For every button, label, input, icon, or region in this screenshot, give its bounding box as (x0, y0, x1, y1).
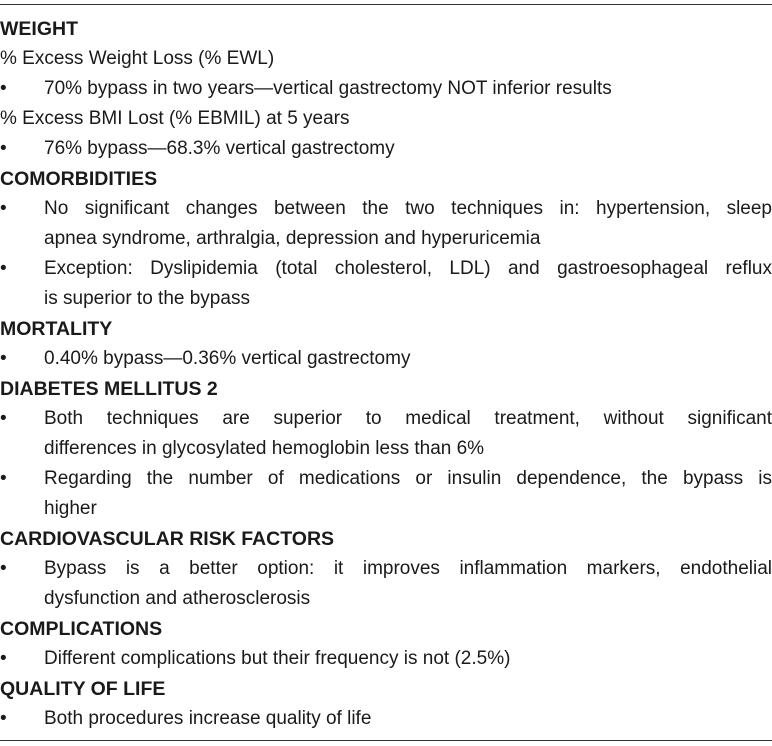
bullet-marker: • (0, 648, 7, 669)
bullet-marker: • (0, 138, 7, 159)
bullet-text: Exception: Dyslipidemia (total cholesterol, LDL) and gastroesophageal reflux (44, 258, 772, 279)
bullet-item (0, 344, 772, 374)
bullet-text: 70% bypass in two years—vertical gastrectomy NOT inferior results (44, 78, 612, 99)
bullet-marker: • (0, 408, 7, 429)
section-heading: WEIGHT (0, 18, 78, 40)
section-heading: QUALITY OF LIFE (0, 678, 166, 700)
bullet-marker: • (0, 348, 7, 369)
section-heading: COMPLICATIONS (0, 618, 163, 640)
bullet-item (0, 464, 772, 524)
bullet-item (0, 134, 772, 164)
section-heading: DIABETES MELLITUS 2 (0, 378, 218, 400)
bullet-marker: • (0, 258, 7, 279)
section-heading: COMORBIDITIES (0, 168, 158, 190)
bullet-text: higher (44, 498, 97, 519)
bullet-text: 76% bypass—68.3% vertical gastrectomy (44, 138, 395, 159)
bullet-marker: • (0, 468, 7, 489)
bullet-text: Both procedures increase quality of life (44, 708, 372, 729)
bullet-text: differences in glycosylated hemoglobin less than 6% (44, 438, 485, 459)
bullet-text: Both techniques are superior to medical treatment, without significant (44, 408, 772, 429)
bullet-item (0, 404, 772, 464)
bullet-item (0, 704, 772, 734)
bullet-text: No significant changes between the two techniques in: hypertension, sleep (44, 198, 772, 219)
bullet-text: Regarding the number of medications or insulin dependence, the bypass is (44, 468, 772, 489)
bullet-item (0, 74, 772, 104)
row-label: % Excess Weight Loss (% EWL) (0, 48, 275, 69)
top-rule (0, 4, 772, 5)
bullet-text: is superior to the bypass (44, 288, 250, 309)
bullet-marker: • (0, 708, 7, 729)
bullet-item (0, 644, 772, 674)
bullet-text: dysfunction and atherosclerosis (44, 588, 311, 609)
bullet-item (0, 554, 772, 614)
bottom-rule (0, 740, 772, 741)
bullet-item (0, 254, 772, 314)
bullet-marker: • (0, 558, 7, 579)
section-heading: MORTALITY (0, 318, 113, 340)
bullet-text: Bypass is a better option: it improves inflammation markers, endothelial (44, 558, 772, 579)
bullet-marker: • (0, 78, 7, 99)
section-heading: CARDIOVASCULAR RISK FACTORS (0, 528, 335, 550)
bullet-text: 0.40% bypass—0.36% vertical gastrectomy (44, 348, 411, 369)
bullet-text: Different complications but their frequency is not (2.5%) (44, 648, 511, 669)
bullet-item (0, 194, 772, 254)
bullet-text: apnea syndrome, arthralgia, depression and hyperuricemia (44, 228, 541, 249)
row-label: % Excess BMI Lost (% EBMIL) at 5 years (0, 108, 350, 129)
bullet-marker: • (0, 198, 7, 219)
